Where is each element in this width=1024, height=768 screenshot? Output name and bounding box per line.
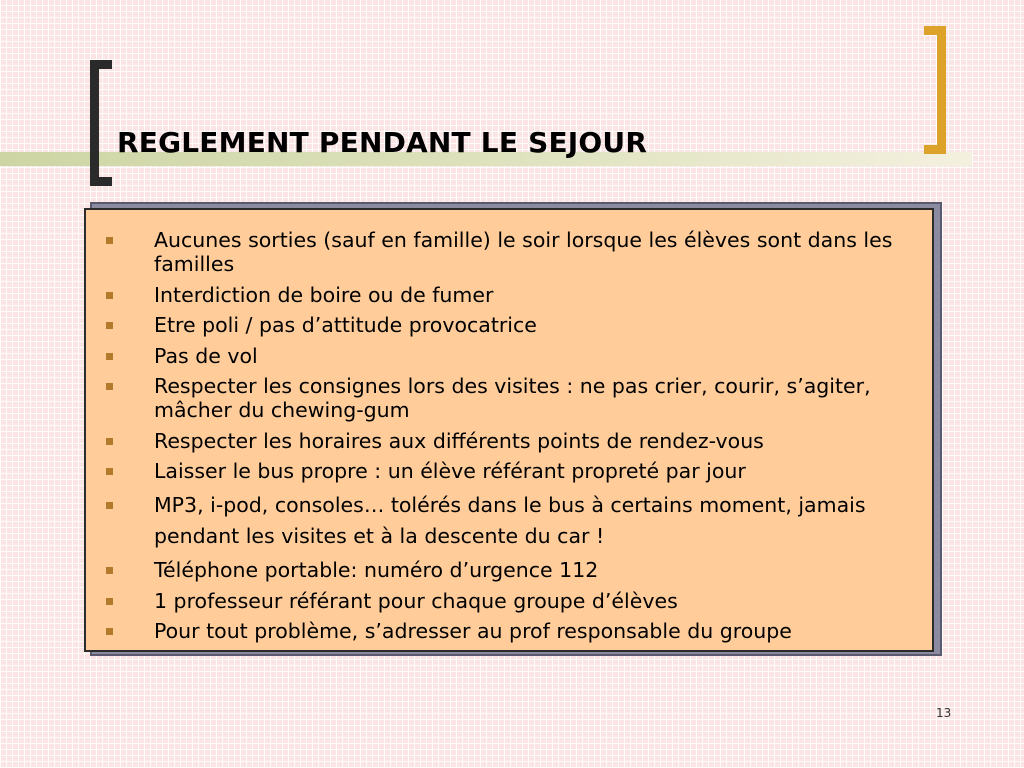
- list-item: [86, 459, 932, 483]
- rule-text: Respecter les consignes lors des visites : ne pas crier, courir, s’agiter, mâcher du chewing-gum: [154, 374, 871, 422]
- rule-text: 1 professeur référant pour chaque groupe d’élèves: [154, 588, 678, 613]
- square-bullet-icon: [106, 438, 113, 445]
- square-bullet-icon: [106, 502, 113, 509]
- rule-text: Aucunes sorties (sauf en famille) le soir lorsque les élèves sont dans les familles: [154, 228, 893, 276]
- left-bracket-decoration: [90, 60, 112, 186]
- square-bullet-icon: [106, 468, 113, 475]
- rule-text: Etre poli / pas d’attitude provocatrice: [154, 313, 537, 337]
- square-bullet-icon: [106, 567, 113, 574]
- list-item: [86, 490, 932, 552]
- list-item: [86, 283, 932, 307]
- list-item: [86, 619, 932, 643]
- rules-list: [86, 228, 932, 650]
- slide-title: REGLEMENT PENDANT LE SEJOUR: [117, 126, 648, 159]
- rule-text: MP3, i-pod, consoles… tolérés dans le bus à certains moment, jamais pendant les visites et à la descente du car !: [154, 492, 866, 548]
- square-bullet-icon: [106, 322, 113, 329]
- rules-content-box: [84, 208, 934, 652]
- square-bullet-icon: [106, 292, 113, 299]
- rule-text: Laisser le bus propre : un élève référant propreté par jour: [154, 459, 746, 483]
- rule-text: Interdiction de boire ou de fumer: [154, 282, 494, 307]
- page-number: 13: [936, 706, 952, 720]
- square-bullet-icon: [106, 353, 113, 360]
- rule-text: Respecter les horaires aux différents points de rendez-vous: [154, 428, 764, 453]
- list-item: [86, 558, 932, 582]
- list-item: [86, 344, 932, 368]
- list-item: [86, 429, 932, 453]
- list-item: [86, 228, 932, 276]
- rule-text: Téléphone portable: numéro d’urgence 112: [154, 558, 599, 582]
- square-bullet-icon: [106, 237, 113, 244]
- square-bullet-icon: [106, 628, 113, 635]
- square-bullet-icon: [106, 598, 113, 605]
- square-bullet-icon: [106, 383, 113, 390]
- list-item: [86, 374, 932, 422]
- list-item: [86, 313, 932, 337]
- list-item: [86, 589, 932, 613]
- right-bracket-decoration: [924, 26, 946, 154]
- rule-text: Pour tout problème, s’adresser au prof responsable du groupe: [154, 619, 792, 643]
- rule-text: Pas de vol: [154, 343, 258, 368]
